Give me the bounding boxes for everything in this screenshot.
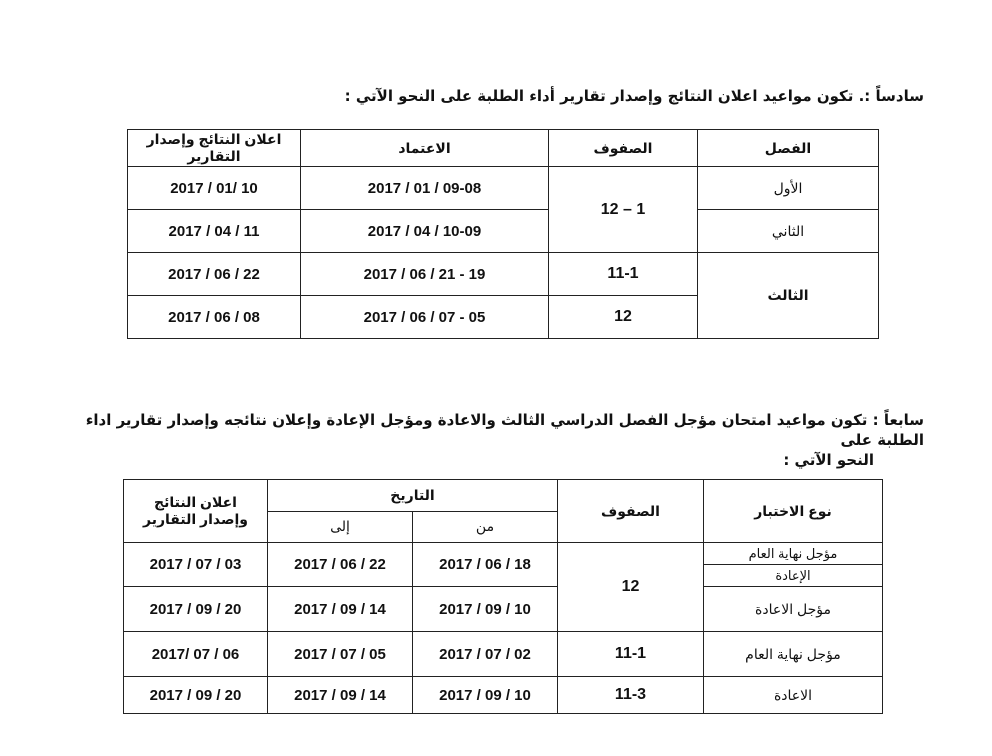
announcement-cell: 2017 / 04 / 11 <box>128 210 301 253</box>
section7-heading <box>74 410 924 470</box>
header-approval: الاعتماد <box>301 130 549 167</box>
from-cell: 2017 / 09 / 10 <box>413 587 558 632</box>
header-grades: الصفوف <box>549 130 698 167</box>
header-date: التاريخ <box>268 480 558 512</box>
from-cell: 2017 / 07 / 02 <box>413 632 558 677</box>
announcement-cell: 2017 / 07 / 03 <box>124 543 268 587</box>
announcement-cell: 2017 / 01/ 10 <box>128 167 301 210</box>
table-row <box>128 167 879 210</box>
table-row <box>124 543 883 565</box>
announcement-cell: 2017 / 09 / 20 <box>124 677 268 714</box>
announcement-cell: 2017 / 06 / 08 <box>128 296 301 339</box>
results-schedule-table <box>127 129 879 339</box>
grades-cell: 11-1 <box>549 253 698 296</box>
section7-heading-line1: سابعاً : تكون مواعيد امتحان مؤجل الفصل الدراسي الثالث والاعادة ومؤجل الإعادة وإعلان نتائجه وإصدار تقارير اداء الطلبة على <box>85 411 924 449</box>
header-to: إلى <box>268 511 413 543</box>
exam-type-cell: الإعادة <box>704 565 883 587</box>
exam-type-cell: مؤجل نهاية العام <box>704 632 883 677</box>
grades-cell: 11-1 <box>558 632 704 677</box>
approval-cell: 2017 / 04 / 10-09 <box>301 210 549 253</box>
table-row <box>128 210 879 253</box>
approval-cell: 2017 / 06 / 07 - 05 <box>301 296 549 339</box>
table-row <box>124 632 883 677</box>
semester-cell: الثالث <box>698 253 879 339</box>
header-exam-type: نوع الاختبار <box>704 480 883 543</box>
to-cell: 2017 / 07 / 05 <box>268 632 413 677</box>
announcement-cell: 2017 / 06 / 22 <box>128 253 301 296</box>
table-row <box>124 677 883 714</box>
grades-cell: 12 <box>549 296 698 339</box>
exam-type-cell: مؤجل نهاية العام <box>704 543 883 565</box>
header-grades: الصفوف <box>558 480 704 543</box>
from-cell: 2017 / 09 / 10 <box>413 677 558 714</box>
grades-cell: 12 <box>558 543 704 632</box>
header-semester: الفصل <box>698 130 879 167</box>
to-cell: 2017 / 06 / 22 <box>268 543 413 587</box>
approval-cell: 2017 / 01 / 09-08 <box>301 167 549 210</box>
table-header-row <box>124 480 883 512</box>
header-announcement: اعلان النتائج وإصدار التقارير <box>128 130 301 167</box>
exam-type-cell: الاعادة <box>704 677 883 714</box>
to-cell: 2017 / 09 / 14 <box>268 677 413 714</box>
header-announcement <box>124 480 268 543</box>
semester-cell: الأول <box>698 167 879 210</box>
deferred-exams-table <box>123 479 883 714</box>
from-cell: 2017 / 06 / 18 <box>413 543 558 587</box>
to-cell: 2017 / 09 / 14 <box>268 587 413 632</box>
grades-cell: 12 – 1 <box>549 167 698 253</box>
table-row <box>128 253 879 296</box>
table-header-row <box>128 130 879 167</box>
semester-cell: الثاني <box>698 210 879 253</box>
announcement-cell: 2017 / 09 / 20 <box>124 587 268 632</box>
header-from: من <box>413 511 558 543</box>
section6-heading: سادساً :. تكون مواعيد اعلان النتائج وإصدار تقارير أداء الطلبة على النحو الآتي : <box>344 87 924 105</box>
approval-cell: 2017 / 06 / 21 - 19 <box>301 253 549 296</box>
grades-cell: 11-3 <box>558 677 704 714</box>
header-announcement-line2: وإصدار التقارير <box>143 511 248 527</box>
header-announcement-line1: اعلان النتائج <box>154 494 237 510</box>
announcement-cell: 2017/ 07 / 06 <box>124 632 268 677</box>
exam-type-cell: مؤجل الاعادة <box>704 587 883 632</box>
section7-heading-line2: النحو الآتي : <box>783 451 874 469</box>
